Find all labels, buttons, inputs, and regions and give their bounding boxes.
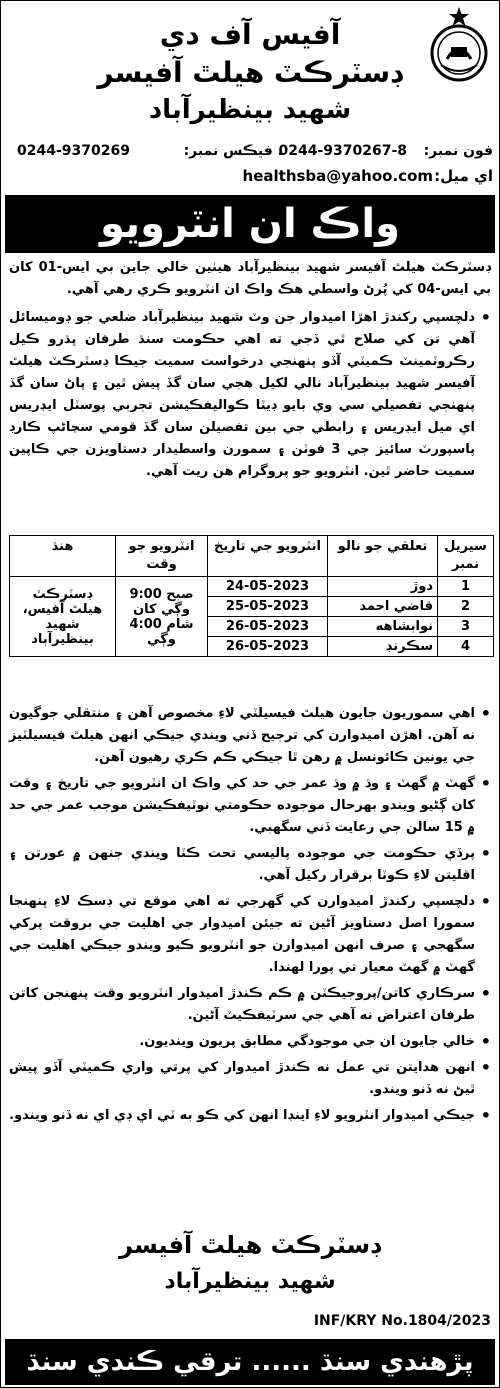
- table-header-row: [10, 536, 494, 577]
- cell-time: صبح 9:00 وڳي کان شام 4:00 وڳي: [116, 577, 208, 657]
- cell-date: 24-05-2023: [208, 577, 328, 597]
- cell-serial: 2: [438, 597, 494, 617]
- eligibility-bullet: • دلچسپي رکندڙ اهڙا اميدوار جن وٽ شهيد بينظيرآباد ضلعي جو ڊوميسائل آهي تن کي صلاح ٿي ڏجي ته اهي حڪومت سنڌ طرفان پڌرو ڪيل رڪروٽمينٽ ڪميٽي آڏو پنهنجي درخواست سميت جيڪا ڊسٽرڪٽ هيلٿ آفيسر شهيد بينظيرآباد نالي لکيل هجي سان گڏ پيش ٿين ۽ پاڻ سان گڏ پنهنجي تفصيلي سي وي بايو ڊيٽا ڪواليفڪيشن تجربي پوسٽل ايڊريس اي ميل ايڊريس ۽ رابطي جي بين تفصيلن سان گڏ قومي سڃاڻپ ڪارڊ پاسپورٽ سائيز جي 3 فوٽن ۽ سمورن واسطيدار دستاويزن جي ڪاپين سميت حاضر ٿين. انٽرويو جو پروگرام هن ريت آهي.: [9, 307, 491, 533]
- header: [1, 1, 499, 141]
- phone-label: فون نمبر:: [423, 143, 493, 159]
- cell-date: 26-05-2023: [208, 637, 328, 657]
- cell-post: سڪرنڊ: [328, 637, 438, 657]
- interview-schedule-table: [9, 535, 494, 657]
- cell-date: 25-05-2023: [208, 597, 328, 617]
- email-address[interactable]: healthsba@yahoo.com: [242, 167, 433, 185]
- list-item: • خالي جايون ان جي موجودگي مطابق پريون وينديون.: [9, 1031, 491, 1053]
- office-title: آفيس آف دي: [159, 18, 341, 51]
- list-item: • جيڪي اميدوار انٽرويو لاءِ اينڊا انهن کي ڪو به ٽي اي ڊي اي نه ڏنو ويندو.: [9, 1105, 491, 1127]
- cell-post: نوابشاهه: [328, 617, 438, 637]
- signature-officer: ڊسٽرڪٽ هيلٿ آفيسر: [119, 1231, 381, 1259]
- header-time: انٽرويو جو وقت: [116, 536, 208, 577]
- list-item: • دلچسپي رکندڙ اميدوارن کي گهرجي ته اهي موقع تي ڊسڪ لاءِ پنهنجا سمورا اصل دستاويز آڻين ته جيئن اميدوار جي اهليت جي بروقت پرکي سگهجي ۽ صرف انهن اميدوارن جو انٽرويو ڪيو ويندو جيڪي اهليت جي گهٽ ۾ گهٽ معيار تي پورا لهندا.: [9, 891, 491, 979]
- cell-post: دوڙ: [328, 577, 438, 597]
- signature-district: شهيد بينظيرآباد: [164, 1269, 336, 1294]
- list-item: • انهن هدايتن تي عمل نه ڪندڙ اميدوار کي پرتي واري ڪميٽي آڏو پيش ٿيڻ نه ڏنو ويندو.: [9, 1057, 491, 1101]
- intro-paragraph: ڊسٽرڪٽ هيلٿ آفيسر شهيد بينظيرآباد هيٺين خالي جاين بي ايس-01 کان بي ايس-04 کي پُرڻ واسطي هڪ واڪ ان انٽرويو ڪري رهي آهي.: [9, 260, 491, 297]
- email-label: اي ميل:: [434, 167, 493, 185]
- instructions-list: [9, 703, 491, 1131]
- fax-label: ، فيڪس نمبر:: [183, 143, 283, 159]
- header-serial: سيريل نمبر: [438, 536, 494, 577]
- footer-slogan: پڙهندي سنڌ ...... ترقي ڪندي سنڌ: [5, 1339, 495, 1385]
- phone-fax-line: [7, 143, 493, 167]
- cell-date: 26-05-2023: [208, 617, 328, 637]
- cell-post: قاضي احمد: [328, 597, 438, 617]
- list-item: • پرڏي حڪومت جي موجوده پاليسي تحت ڪٽا ويندي جنهن ۾ عورتن ۽ اقليتن لاءِ ڪوٽا برقرار رکيل آهي.: [9, 843, 491, 887]
- cell-serial: 1: [438, 577, 494, 597]
- walk-in-interview-banner: واڪ ان انٽرويو: [5, 195, 495, 253]
- cell-place: ڊسٽرڪٽ هيلٿ آفيس، شهيد بينظيرآباد: [10, 577, 116, 657]
- phone-number: 0244-9370267-8: [278, 143, 407, 159]
- email-line: [7, 167, 493, 191]
- reference-number: INF/KRY No.1804/2023: [313, 1313, 491, 1329]
- officer-title: ڊسٽرڪٽ هيلٿ آفيسر: [97, 56, 403, 89]
- header-post: تعلقي جو نالو: [328, 536, 438, 577]
- district-title: شهيد بينظيرآباد: [148, 95, 352, 125]
- list-item: • سرڪاري کاتن/پروجيڪٽن ۾ ڪم ڪندڙ اميدوار انٽرويو وقت پنهنجن کاتن طرفان اعتراض نه آهي جي سرٽيفڪيٽ آڻين.: [9, 983, 491, 1027]
- fax-number: 0244-9370269: [17, 143, 130, 159]
- header-place: هنڌ: [10, 536, 116, 577]
- table-row: [10, 577, 494, 597]
- list-item: • گهٽ ۾ گهٽ ۽ وڌ ۾ وڌ عمر جي حد کي واڪ ان انٽرويو جي تاريخ ۽ وقت کان ڳڻيو ويندو بهرحال موجوده حڪومتي نوٽيفڪيشن موجب عمر جي حد ۾ 15 سالن جي رعايت ڏني سگهبي.: [9, 773, 491, 839]
- instructions-top: [9, 307, 491, 533]
- header-date: انٽرويو جي تاريخ: [208, 536, 328, 577]
- list-item: • اهي سموريون جايون هيلٿ فيسيلٽي لاءِ مخصوص آهن ۽ منتقلي جوگيون نه آهن. اهڙن اميدوارن کي ترجيح ڏني ويندي جيڪي انهن هيلٿ فيسيلٽيز جي يونين ڪائونسل ۾ رهن ٿا جيڪي ڪم ڪري رهيون آهن.: [9, 703, 491, 769]
- cell-serial: 3: [438, 617, 494, 637]
- cell-serial: 4: [438, 637, 494, 657]
